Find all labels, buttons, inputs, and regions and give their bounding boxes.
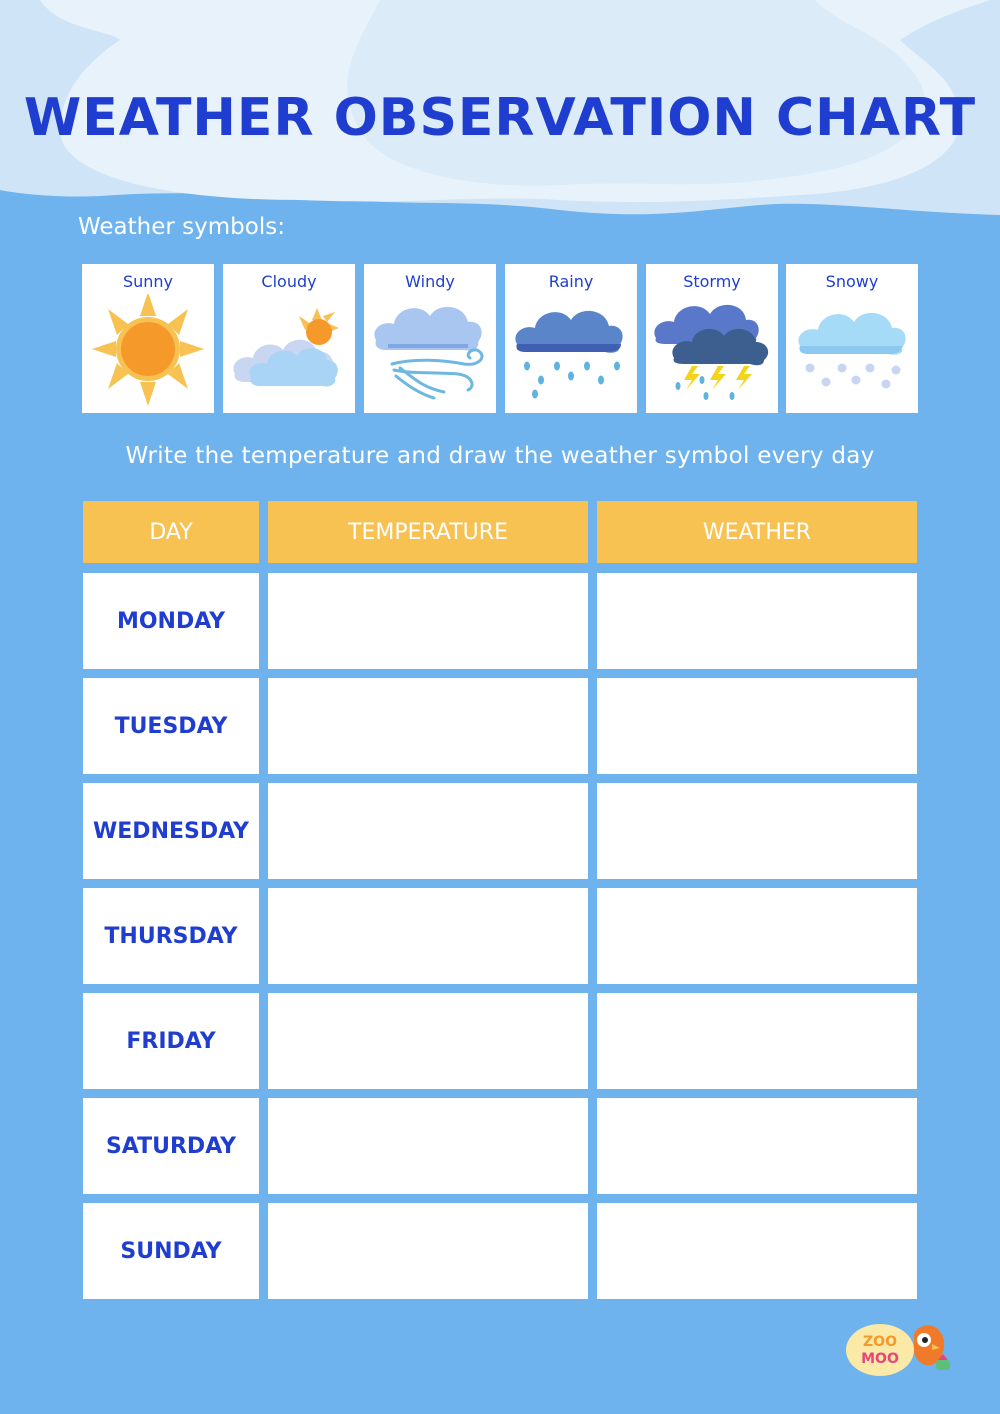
day-label: FRIDAY [126,1028,216,1054]
snow-icon [786,294,918,411]
weather-field-sunday[interactable] [597,1203,917,1299]
logo-text-top: ZOO [863,1334,897,1350]
temperature-field-sunday[interactable] [268,1203,588,1299]
weather-field-friday[interactable] [597,993,917,1089]
temperature-field-saturday[interactable] [268,1098,588,1194]
weather-field-saturday[interactable] [597,1098,917,1194]
day-label: THURSDAY [104,923,238,949]
symbol-card-stormy [646,264,778,413]
storm-icon [646,294,778,411]
weather-field-monday[interactable] [597,573,917,669]
symbol-label: Stormy [683,272,741,291]
logo-text-bottom: MOO [861,1351,899,1367]
symbol-card-sunny [82,264,214,413]
temperature-field-monday[interactable] [268,573,588,669]
temperature-field-friday[interactable] [268,993,588,1089]
day-label: WEDNESDAY [93,818,249,844]
symbol-card-snowy [786,264,918,413]
symbol-label: Sunny [122,272,174,291]
day-cell [83,1098,259,1194]
rain-icon [505,294,637,411]
day-cell [83,573,259,669]
symbol-label: Cloudy [261,272,317,291]
wind-icon [364,294,496,411]
day-label: MONDAY [116,608,226,634]
header-temperature: TEMPERATURE [268,501,588,563]
sun-icon [82,294,214,411]
temperature-field-tuesday[interactable] [268,678,588,774]
day-label: SUNDAY [120,1238,222,1264]
day-cell [83,993,259,1089]
day-cell [83,888,259,984]
day-cell [83,783,259,879]
symbol-card-cloudy [223,264,355,413]
symbol-label: Windy [405,272,455,291]
symbol-label: Rainy [548,272,594,291]
weather-field-thursday[interactable] [597,888,917,984]
instruction-text: Write the temperature and draw the weather symbol every day [125,443,875,469]
header-weather: WEATHER [597,501,917,563]
weather-symbols-row [82,264,918,413]
owl-logo-icon [844,1318,956,1378]
header-day: DAY [83,501,259,563]
day-cell [83,1203,259,1299]
temperature-field-wednesday[interactable] [268,783,588,879]
page-title: WEATHER OBSERVATION CHART [23,88,977,148]
day-cell [83,678,259,774]
temperature-field-thursday[interactable] [268,888,588,984]
weather-field-wednesday[interactable] [597,783,917,879]
day-label: SATURDAY [105,1133,237,1159]
weather-field-tuesday[interactable] [597,678,917,774]
symbol-card-rainy [505,264,637,413]
symbol-card-windy [364,264,496,413]
cloud-sun-icon [223,294,355,411]
symbols-section-label: Weather symbols: [78,214,285,240]
day-label: TUESDAY [114,713,228,739]
symbol-label: Snowy [825,272,879,291]
